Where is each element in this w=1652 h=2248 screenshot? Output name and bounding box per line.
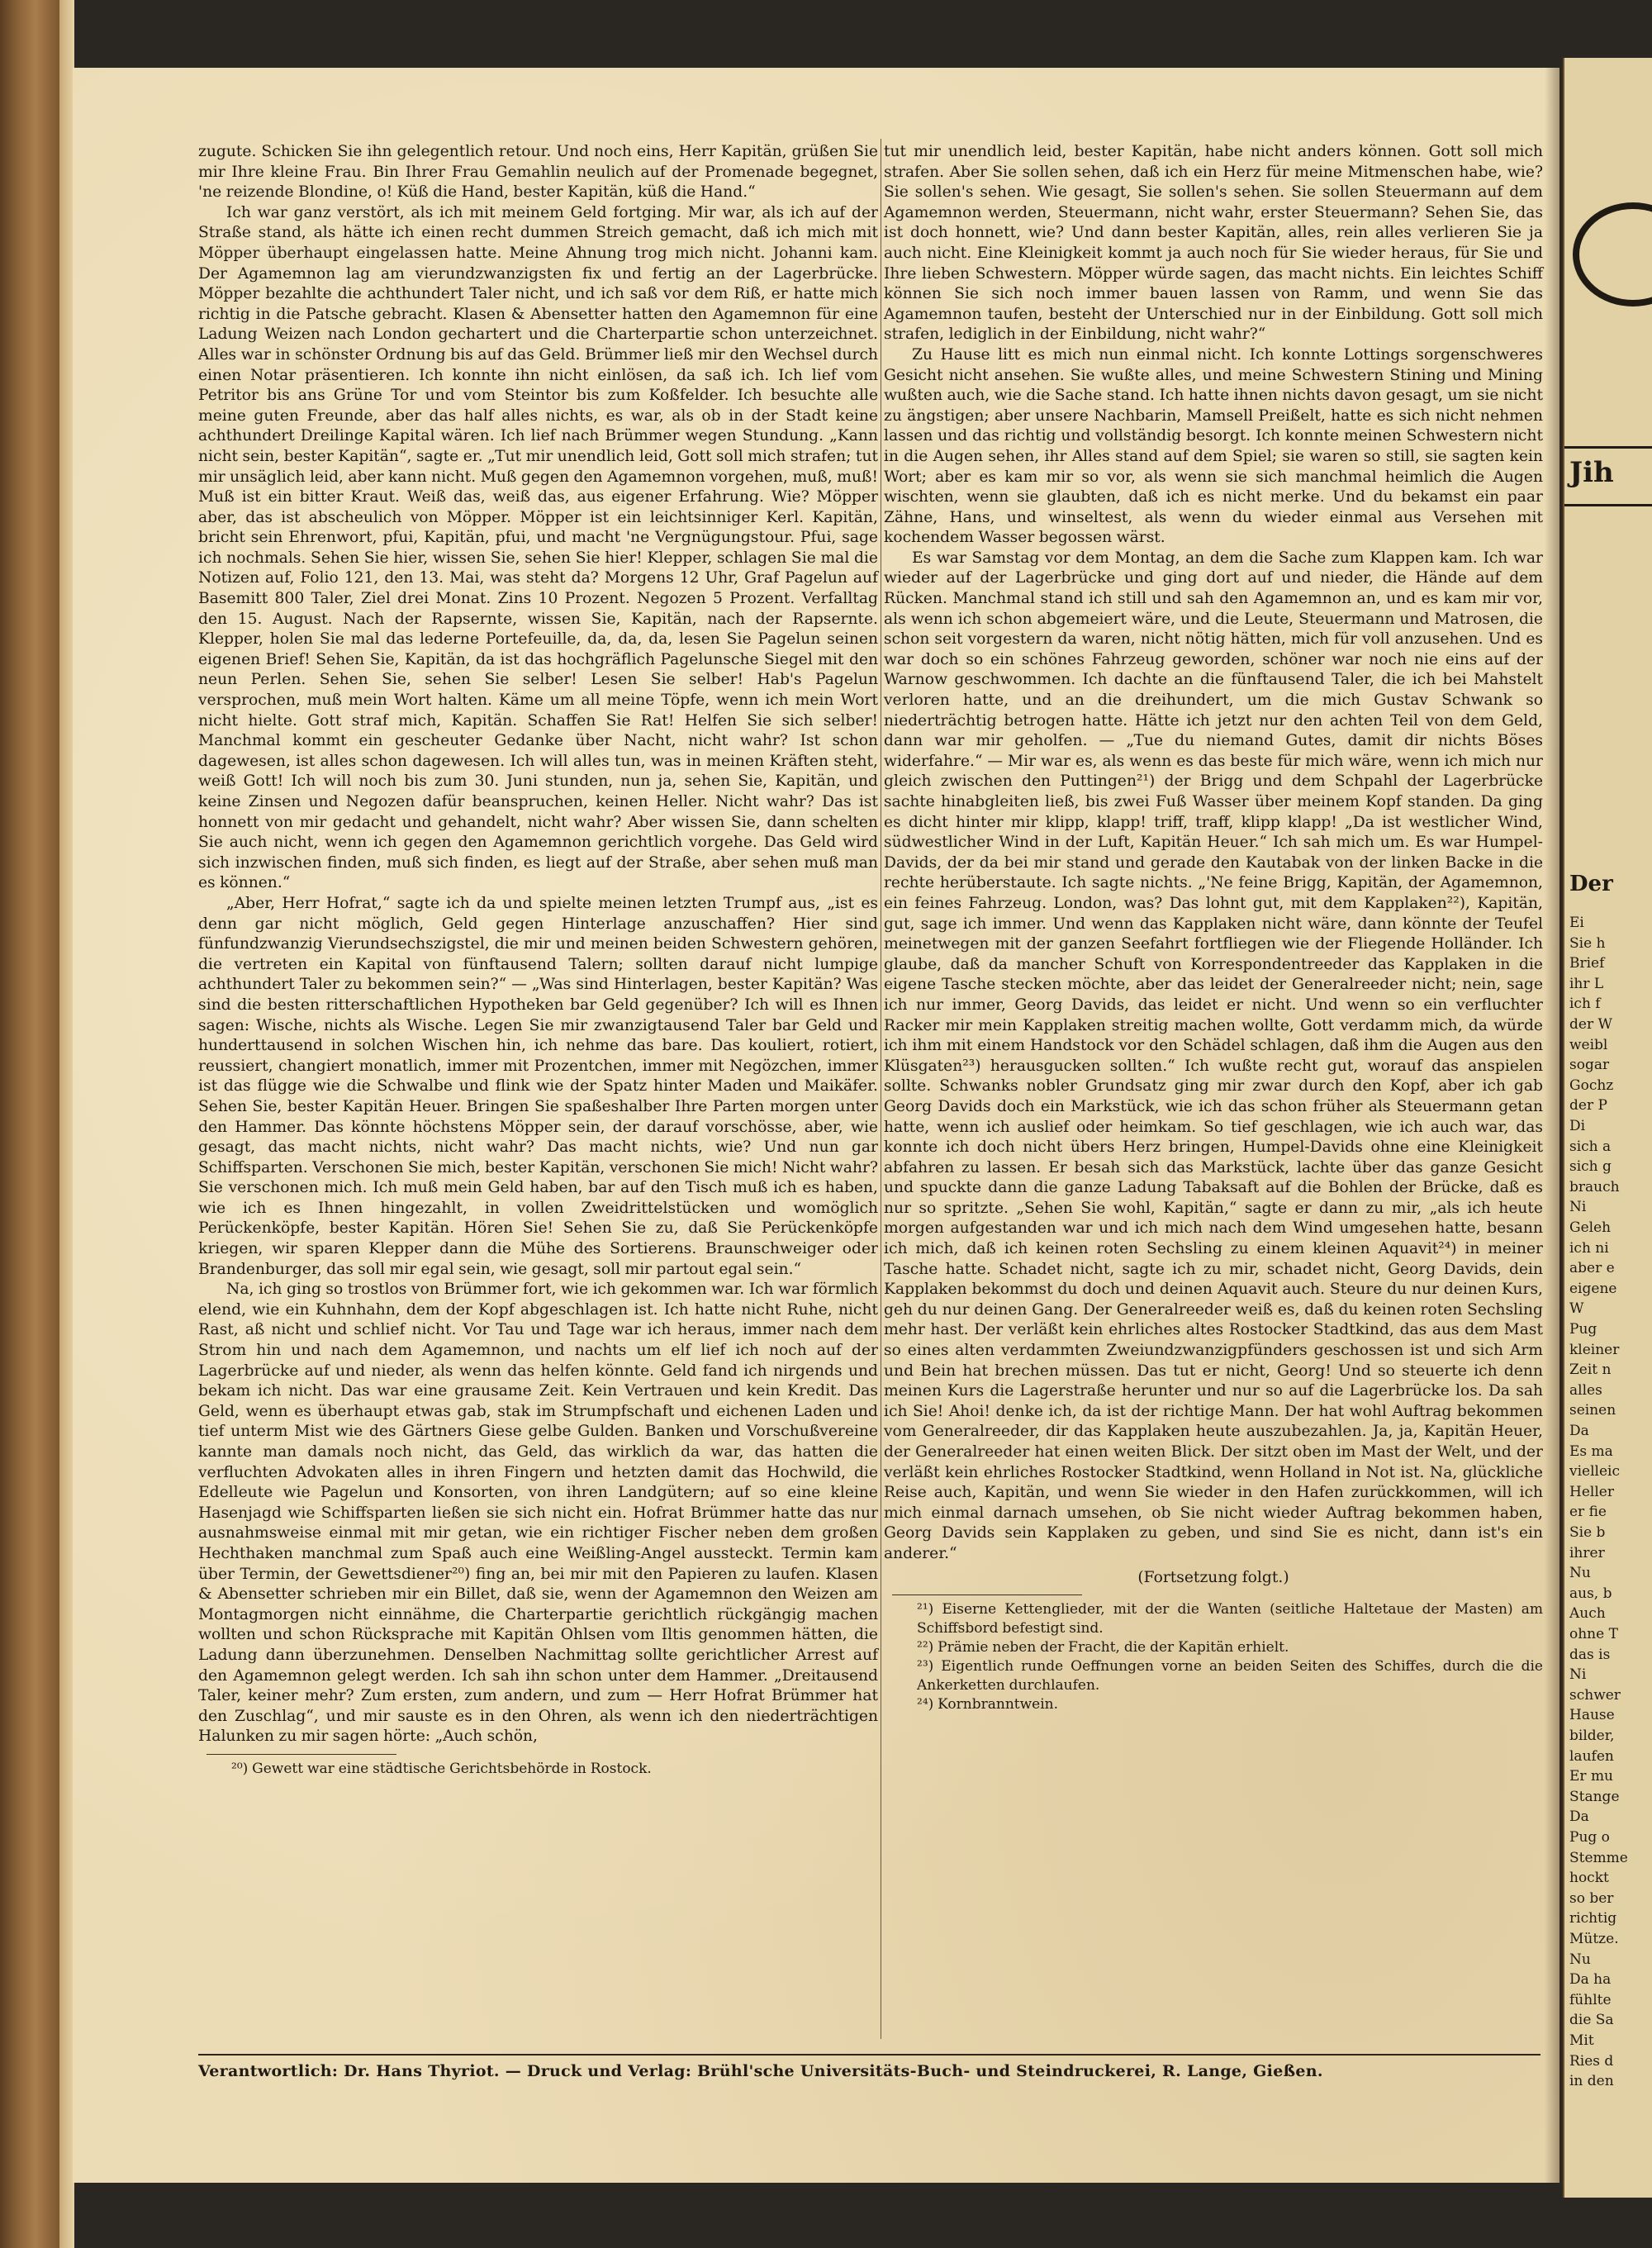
next-page-line-fragment: Nu [1569,1951,1591,1968]
next-page-line-fragment: Da ha [1569,1971,1612,1989]
footnote: ²¹) Eiserne Kettenglieder, mit der die Wanten (seitliche Haltetaue der Masten) am Schiffsbord befestigt sind. [917,1601,1543,1637]
continuation-note: (Fortsetzung folgt.) [1137,1568,1289,1586]
footnote: ²⁰) Gewett war eine städtische Gerichtsbehörde in Rostock. [231,1760,652,1777]
left-column [198,142,878,1779]
next-page-line-fragment: hockt [1569,1870,1609,1887]
adjacent-page-fragment [1563,58,1652,2198]
next-page-line-fragment: kleiner [1569,1341,1620,1358]
next-page-line-fragment: sich g [1569,1158,1612,1176]
next-page-line-fragment: ich ni [1569,1239,1609,1257]
paragraph: Ich war ganz verstört, als ich mit meinem Geld fortging. Mir war, als ich auf der Straße stand, als hätte ich einen recht dummen Streich gemacht, daß ich mich mit Möpper überhaupt eingelassen hatte. Meine Ahnung trog mich nicht. Johanni kam. Der Agamemnon lag am vierundzwanzigsten fix und fertig an der Lagerbrücke. Möpper bezahlte die achthundert Taler nicht, und ich saß vor dem Riß, er hatte mich richtig in die Patsche gebracht. Klasen & Abensetter hatten den Agamemnon für eine Ladung Weizen nach London gechartert und die Charterpartie schon unterzeichnet. Alles war in schönster Ordnung bis auf das Geld. Brümmer ließ mir den Wechsel durch einen Notar präsentieren. Ich konnte ihn nicht einlösen, da saß ich. Ich lief vom Petritor bis ans Grüne Tor und vom Steintor bis zum Koßfelder. Ich besuchte alle meine guten Freunde, aber das half alles nichts, es war, als ob in der Stadt keine achthundert Dreilinge Kapital wären. Ich lief nach Brümmer wegen Stundung. „Kann nicht sein, bester Kapitän“, sagte er. „Tut mir unendlich leid, Gott soll mich strafen; tut mir unsäglich leid, aber kann nicht. Muß gegen den Agamemnon vorgehen, muß, muß! Muß ist ein bitter Kraut. Weiß das, weiß das, aus eigener Erfahrung. Wie? Möpper aber, das ist abscheulich von Möpper. Möpper ist ein leichtsinniger Kerl. Kapitän, bricht sein Ehrenwort, pfui, Kapitän, pfui, und macht 'ne Vergnügungstour. Pfui, sage ich nochmals. Sehen Sie hier, wissen Sie, sehen Sie hier! Klepper, schlagen Sie mal die Notizen auf, Folio 121, den 13. Mai, was steht da? Morgens 12 Uhr, Graf Pagelun auf Basemitt 800 Taler, Ziel drei Monat. Zins 10 Prozent. Negozen 5 Prozent. Verfalltag den 15. August. Nach der Rapsernte, wissen Sie, Kapitän, nach der Rapsernte. Klepper, holen Sie mal das lederne Portefeuille, da, da, da, lesen Sie Pagelun seinen eigenen Brief! Sehen Sie, Kapitän, da ist das hochgräflich Pagelunsche Siegel mit den neun Perlen. Sehen Sie, sehen Sie selber! Lesen Sie selber! Hab's Pagelun versprochen, muß mein Wort halten. Käme um all meine Töpfe, wenn ich mein Wort nicht hielte. Gott straf mich, Kapitän. Schaffen Sie Rat! Helfen Sie sich selber! Manchmal kommt ein gescheuter Gedanke über Nacht, nicht wahr? Ist schon dagewesen, ist alles schon dagewesen. Ich will alles tun, was in meinen Kräften steht, weiß Gott! Ich will noch bis zum 30. Juni stunden, nun ja, sehen Sie, Kapitän, und keine Zinsen und Negozen dafür beanspruchen, keinen Heller. Nicht wahr? Das ist honnett von mir gedacht und gehandelt, nicht wahr? Aber wissen Sie, dann schelten Sie auch nicht, wenn ich gegen den Agamemnon gerichtlich vorgehe. Das Geld wird sich inzwischen finden, muß sich finden, es liegt auf der Straße, aber sehen muß man es können.“ [198,203,878,892]
next-page-line-fragment: Da [1569,1423,1589,1439]
next-page-line-fragment: Da [1569,1808,1589,1826]
next-page-header-fragment: Jih [1569,456,1614,489]
next-page-line-fragment: ihrer [1569,1544,1605,1561]
next-page-line-fragment: Ei [1569,915,1584,931]
page-gutter-shadow [1545,68,1563,2183]
next-page-line-fragment: ohne T [1569,1626,1618,1642]
paragraph: Es war Samstag vor dem Montag, an dem die Sache zum Klappen kam. Ich war wieder auf der Lagerbrücke und ging dort auf und nieder, die Hände auf dem Rücken. Manchmal stand ich still und sah den Agamemnon an, und es kam mir vor, als wenn ich schon abgemeiert wäre, und die Leute, Steuermann und Matrosen, die schon seit vorgestern da waren, nicht nötig hätten, mich für voll anzusehen. Und es war doch so ein schönes Fahrzeug geworden, schöner war noch nie eins auf der Warnow geschwommen. Ich dachte an die fünftausend Taler, die ich bei Mahstelt verloren hatte, und an die dreihundert, um die mich Gustav Schwank so niederträchtig betrogen hatte. Hätte ich jetzt nur den achten Teil von dem Geld, dann war mir geholfen. — „Tue du niemand Gutes, damit dir nichts Böses widerfahre.“ — Mir war es, als wenn es das beste für mich wäre, wenn ich mich nur gleich zwischen den Puttingen²¹) der Brigg und dem Schpahl der Lagerbrücke sachte hinabgleiten ließ, bis zwei Fuß Wasser über meinem Kopf standen. Da ging es dicht hinter mir klipp, klapp! triff, traff, klipp klapp! „Da ist westlicher Wind, südwestlicher Wind in der Luft, Kapitän Heuer.“ Ich sah mich um. Es war Humpel-Davids, der da bei mir stand und gerade den Kautabak von der linken Backe in die rechte herüberstaute. Ich sagte nichts. „'Ne feine Brigg, Kapitän, der Agamemnon, ein feines Fahrzeug. London, was? Das lohnt gut, mit dem Kapplaken²²), Kapitän, gut, sage ich immer. Und wenn das Kapplaken nicht wäre, dann könnte der Teufel meinetwegen mit der ganzen Seefahrt fortfliegen wie der Fliegende Holländer. Ich glaube, daß da mancher Schuft von Korrespondentreeder das Kapplaken in die eigene Tasche stecken möchte, aber das leidet der Generalreeder nicht; nein, sage ich nur immer, Georg Davids, das leidet er nicht. Und wenn so ein verfluchter Racker mir mein Kapplaken streitig machen wollte, Gott verdamm mich, da würde ich ihm mit einem Handstock vor den Schädel schlagen, daß ihm die Augen aus den Klüsgaten²³) herausgucken sollten.“ Ich wußte recht gut, worauf das anspielen sollte. Schwanks nobler Grundsatz ging mir zwar durch den Kopf, aber ich gab Georg Davids doch ein Markstück, wie ich das schon früher als Steuermann getan hatte, wenn ich auslief oder heimkam. So tief geschlagen, wie ich auch war, das konnte ich doch nicht übers Herz bringen, Humpel-Davids ohne eine Kleinigkeit abfahren zu lassen. Er besah sich das Markstück, lachte über das ganze Gesicht und spuckte dann die ganze Ladung Tabaksaft auf die Bohlen der Brücke, daß es nur so spritzte. „Sehen Sie wohl, Kapitän,“ sagte er dann zu mir, „als ich heute morgen aufgestanden war und ich mich nach dem Wind umgesehen hatte, besann ich mich, daß ich keinen roten Sechsling zu einem kleinen Aquavit²⁴) in meiner Tasche hatte. Schadet nicht, sagte ich zu mir, schadet nicht, Georg Davids, dein Kapplaken bekommst du doch und deinen Aquavit auch. Steure du nur deinen Kurs, geh du nur deinen Gang. Der Generalreeder weiß es, daß du keinen roten Sechsling mehr hast. Der verläßt kein ehrliches altes Rostocker Stadtkind, das aus dem Mast so eines alten verdammten Zweiundzwanzigpfünders geschossen ist und sich Arm und Bein hat brechen müssen. Das tut er nicht, Georg! Und so steuerte ich denn meinen Kurs die Lagerstraße herunter und nur so auf die Lagerbrücke los. Da sah ich Sie! Ahoi! denke ich, da ist der richtige Mann. Der hat wohl Auftrag bekommen vom Generalreeder, dir das Kapplaken heute auszubezahlen. Ja, ja, Kapitän Heuer, der Generalreeder hat einen weiten Blick. Der sitzt oben im Mast der Welt, und der verläßt kein ehrliches Rostocker Stadtkind, wenn Holland in Not ist. Na, glückliche Reise auch, Kapitän, und wenn Sie wieder in den Hafen zurückkommen, will ich mich einmal darnach umsehen, ob Sie nicht wieder Auftrag bekommen haben, Georg Davids sein Kapplaken zu geben, und sind Sie es nicht, dann ist's ein anderer.“ [884,549,1543,1562]
next-page-line-fragment: er fie [1569,1504,1607,1521]
next-page-line-fragment: Er mu [1569,1768,1614,1785]
paragraph: „Aber, Herr Hofrat,“ sagte ich da und spielte meinen letzten Trumpf aus, „ist es denn gar nicht möglich, Geld gegen Hinterlage anzuschaffen? Hier sind fünfundzwanzig Vierundsechszigstel, die mir und meinen beiden Schwestern gehören, die vertreten ein Kapital von fünftausend Talern; sollten darauf nicht lumpige achthundert Taler zu bekommen sein?“ — „Was sind Hinterlagen, bester Kapitän? Was sind die besten ritterschaftlichen Hypotheken bar Geld gegenüber? Ich will es Ihnen sagen: Wische, nichts als Wische. Legen Sie mir zwanzigtausend Taler bar Geld und hunderttausend in solchen Wischen hin, ich nehme das bare. Das kouliert, rotiert, reussiert, changiert monatlich, immer mit Prozentchen, immer mit Negözchen, immer ist das flügge wie die Schwalbe und flink wie der Spatz hinter Maden und Maikäfer. Sehen Sie, bester Kapitän Heuer. Bringen Sie spaßeshalber Ihre Parten morgen unter den Hammer. Das könnte höchstens Möpper sein, der darauf vorschösse, aber, wie gesagt, das macht nichts, nicht wahr? Das macht nichts, wie? Und nun gar Schiffsparten. Verschonen Sie mich, bester Kapitän, verschonen Sie mich! Nicht wahr? Sie verschonen mich. Ich muß mein Geld haben, bar auf den Tisch muß ich es haben, wie ich es Ihnen hingezahlt, in vollen Zweidrittelstücken und womöglich Perückenköpfe, bester Kapitän. Hören Sie! Sehen Sie zu, daß Sie Perückenköpfe kriegen, wir sparen Klepper dann die Mühe des Sortierens. Braunschweiger oder Brandenburger, das soll mir egal sein, wie gesagt, soll mir partout egal sein.“ [198,894,878,1278]
next-page-line-fragment: laufen [1569,1747,1614,1765]
next-page-line-fragment: aus, b [1569,1585,1612,1602]
imprint: Verantwortlich: Dr. Hans Thyriot. — Druck und Verlag: Brühl'sche Universitäts-Buch- und Steindruckerei, R. Lange, Gießen. [198,2062,1323,2080]
next-page-line-fragment: W [1569,1300,1584,1318]
next-page-line-fragment: Hause [1569,1707,1615,1724]
next-page-line-fragment: Stange [1569,1788,1620,1805]
paragraph: Na, ich ging so trostlos von Brümmer fort, wie ich gekommen war. Ich war förmlich elend, wie ein Kuhnhahn, dem der Kopf abgeschlagen ist. Ich hatte nicht Ruhe, nicht Rast, aß nicht und schlief nicht. Vor Tau und Tage war ich heraus, immer nach dem Strom hin und nach dem Agamemnon, und nachts um elf lief ich noch auf der Lagerbrücke auf und nieder, als wenn das helfen könnte. Geld fand ich nirgends und bekam ich nicht. Das war eine grausame Zeit. Kein Vertrauen und kein Kredit. Das Geld, wenn es überhaupt etwas gab, stak im Strumpfschaft und eichenen Laden und tief unterm Mist wie des Gärtners Giese gelbe Gulden. Banken und Vorschußvereine kannte man damals noch nicht, das Geld, das wirklich da war, das hatten die verfluchten Advokaten alles in ihren Fingern und hetzten damit das Hochwild, die Edelleute wie Pagelun und Konsorten, von ihren Landgütern; auf so eine kleine Hasenjagd wie Schiffsparten ließen sie sich nicht ein. Hofrat Brümmer hatte das nur ausnahmsweise einmal mit mir getan, wie ein richtiger Fischer neben dem großen Hechthaken manchmal zum Spaß auch eine Weißling-Angel aussteckt. Termin kam über Termin, der Gewettsdiener²⁰) fing an, bei mir mit den Papieren zu laufen. Klasen & Abensetter schrieben mir ein Billet, daß sie, wenn der Agamemnon den Weizen am Montagmorgen nicht einnähme, die Charterpartie gerichtlich rückgängig machen wollten und schon Rücksprache mit Kapitän Ohlsen vom Iltis genommen hätten, die Ladung dann überzunehmen. Denselben Nachmittag sollte gerichtlicher Arrest auf den Agamemnon gelegt werden. Ich sah ihn schon unter dem Hammer. „Dreitausend Taler, keiner mehr? Zum ersten, zum andern, und zum — Herr Hofrat Brümmer hat den Zuschlag“, und mir sauste es in den Ohren, als wenn ich den niederträchtigen Halunken zu mir sagen hörte: „Auch schön, [198,1281,878,1746]
next-page-line-fragment: Sie h [1569,934,1606,952]
next-page-line-fragment: so ber [1569,1889,1614,1907]
next-page-line-fragment: bilder, [1569,1728,1615,1744]
footnote: ²²) Prämie neben der Fracht, die der Kapitän erhielt. [917,1639,1289,1656]
next-page-line-fragment: Ni [1569,1199,1587,1216]
next-page-line-fragment: sogar [1569,1057,1610,1074]
right-column [884,142,1543,1714]
next-page-line-fragment: Brief [1569,955,1605,972]
next-page-line-fragment: Mit [1569,2032,1594,2049]
next-page-line-fragment: alles [1569,1381,1602,1399]
next-page-line-fragment: weibl [1569,1036,1608,1053]
next-page-line-fragment: Stemme [1569,1849,1628,1866]
next-page-line-fragment: ich f [1569,996,1601,1013]
paragraph: Zu Hause litt es mich nun einmal nicht. Ich konnte Lottings sorgenschweres Gesicht nicht ansehen. Sie wußte alles, und meine Schwestern Stining und Mining wußten auch, wie die Sache stand. Ich hatte ihnen nichts davon gesagt, um sie nicht zu ängstigen; aber unsere Nachbarin, Mamsell Preißelt, hatte es sich nicht nehmen lassen und das richtig und vollständig besorgt. Ich konnte meinen Schwestern nicht in die Augen sehen, ihr Alles stand auf dem Spiel; sie waren so still, sie sagten kein Wort; aber es kam mir so vor, als wenn sie sich manchmal heimlich die Augen wischten, wenn sie glaubten, daß ich es nicht merke. Und du bekamst ein paar Zähne, Hans, und winseltest, als wenn du wieder einmal aus Versehen mit kochendem Wasser begossen wärst. [884,345,1543,547]
next-page-line-fragment: eigene [1569,1280,1617,1297]
next-page-line-fragment: vielleic [1569,1463,1620,1480]
next-page-line-fragment: der P [1569,1097,1607,1114]
footnote-rule [206,1754,396,1755]
next-page-line-fragment: Nu [1569,1565,1591,1582]
next-page-line-fragment: Pug o [1569,1829,1610,1846]
paragraph: zugute. Schicken Sie ihn gelegentlich retour. Und noch eins, Herr Kapitän, grüßen Sie mir Ihre kleine Frau. Bin Ihrer Frau Gemahlin neulich auf der Promenade begegnet, 'ne reizende Blondine, o! Küß die Hand, bester Kapitän, küß die Hand.“ [198,143,878,202]
next-page-line-fragment: Pug [1569,1321,1597,1338]
imprint-rule [198,2054,1540,2056]
footnote: ²³) Eigentlich runde Oeffnungen vorne an beiden Seiten des Schiffes, durch die die Ankerketten durchlaufen. [917,1658,1543,1694]
footnote: ²⁴) Kornbranntwein. [917,1696,1058,1713]
next-page-line-fragment: Auch [1569,1605,1606,1623]
next-page-line-fragment: Ni [1569,1666,1587,1684]
next-page-line-fragment: Gochz [1569,1076,1614,1094]
next-page-line-fragment: Es ma [1569,1442,1613,1460]
next-page-line-fragment: fühlte [1569,1991,1612,2008]
next-page-line-fragment: ihr L [1569,975,1604,992]
next-page-line-fragment: Heller [1569,1483,1614,1500]
next-page-line-fragment: der W [1569,1016,1612,1033]
next-page-line-fragment: Di [1569,1118,1586,1134]
next-page-line-fragment: Geleh [1569,1219,1612,1236]
book-binding [0,0,59,2248]
next-page-line-fragment: brauch [1569,1178,1620,1195]
next-page-line-fragment: aber e [1569,1260,1615,1277]
header-rule [1564,446,1652,449]
next-page-line-fragment: in den [1569,2073,1614,2090]
next-page-line-fragment: Sie b [1569,1524,1606,1541]
next-page-subhead-fragment: Der [1569,872,1613,896]
next-page-line-fragment: richtig [1569,1910,1617,1927]
next-page-line-fragment: Zeit n [1569,1362,1612,1379]
next-page-line-fragment: schwer [1569,1686,1621,1704]
masthead-letter-fragment [1573,202,1652,307]
next-page-line-fragment: sich a [1569,1138,1612,1155]
header-rule [1564,504,1652,506]
paragraph: tut mir unendlich leid, bester Kapitän, habe nicht anders können. Gott soll mich strafen. Aber Sie sollen sehen, daß ich ein Herz für meine Mitmenschen habe, wie? Sie sollen's sehen. Wie gesagt, Sie sollen's sehen. Sie sollen Steuermann auf dem Agamemnon werden, Steuermann, nicht wahr, erster Steuermann? Sehen Sie, das ist doch honnett, wie? Und dann bester Kapitän, alles, rein alles verlieren Sie ja auch nicht. Eine Kleinigkeit kommt ja auch noch für Sie wieder heraus, für Sie und Ihre lieben Schwestern. Möpper würde sagen, das macht nichts. Ein leichtes Schiff können Sie sich noch immer bauen lassen von Ramm, und wenn Sie das Agamemnon taufen, besteht der Unterschied nur in der Einbildung. Gott soll mich strafen, lediglich in der Einbildung, nicht wahr?“ [884,143,1543,344]
next-page-line-fragment: Mütze. [1569,1931,1619,1947]
next-page-line-fragment: die Sa [1569,2012,1614,2029]
next-page-line-fragment: seinen [1569,1402,1616,1419]
next-page-line-fragment: Ries d [1569,2052,1614,2070]
next-page-line-fragment: das is [1569,1646,1611,1663]
